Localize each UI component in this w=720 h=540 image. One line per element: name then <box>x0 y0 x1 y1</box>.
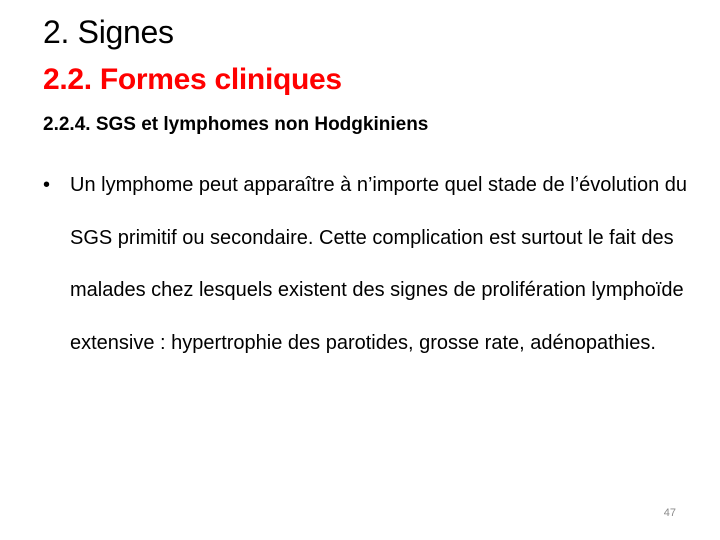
slide-title: 2. Signes <box>43 14 174 50</box>
bullet-icon: • <box>43 174 51 196</box>
bullet-list <box>43 167 693 369</box>
slide-subtitle: 2.2. Formes cliniques <box>43 63 342 96</box>
section-heading: 2.2.4. SGS et lymphomes non Hodgkiniens <box>43 114 429 135</box>
bullet-text: Un lymphome peut apparaître à n’importe quel stade de l’évolution du SGS primitif ou secondaire. Cette complication est surtout le fait des malades chez lesquels existent des signes de prolifération lymphoïde extensive : hypertrophie des parotides, grosse rate, adénopathies. <box>70 174 688 354</box>
page-number: 47 <box>663 507 676 519</box>
list-item <box>43 167 693 369</box>
